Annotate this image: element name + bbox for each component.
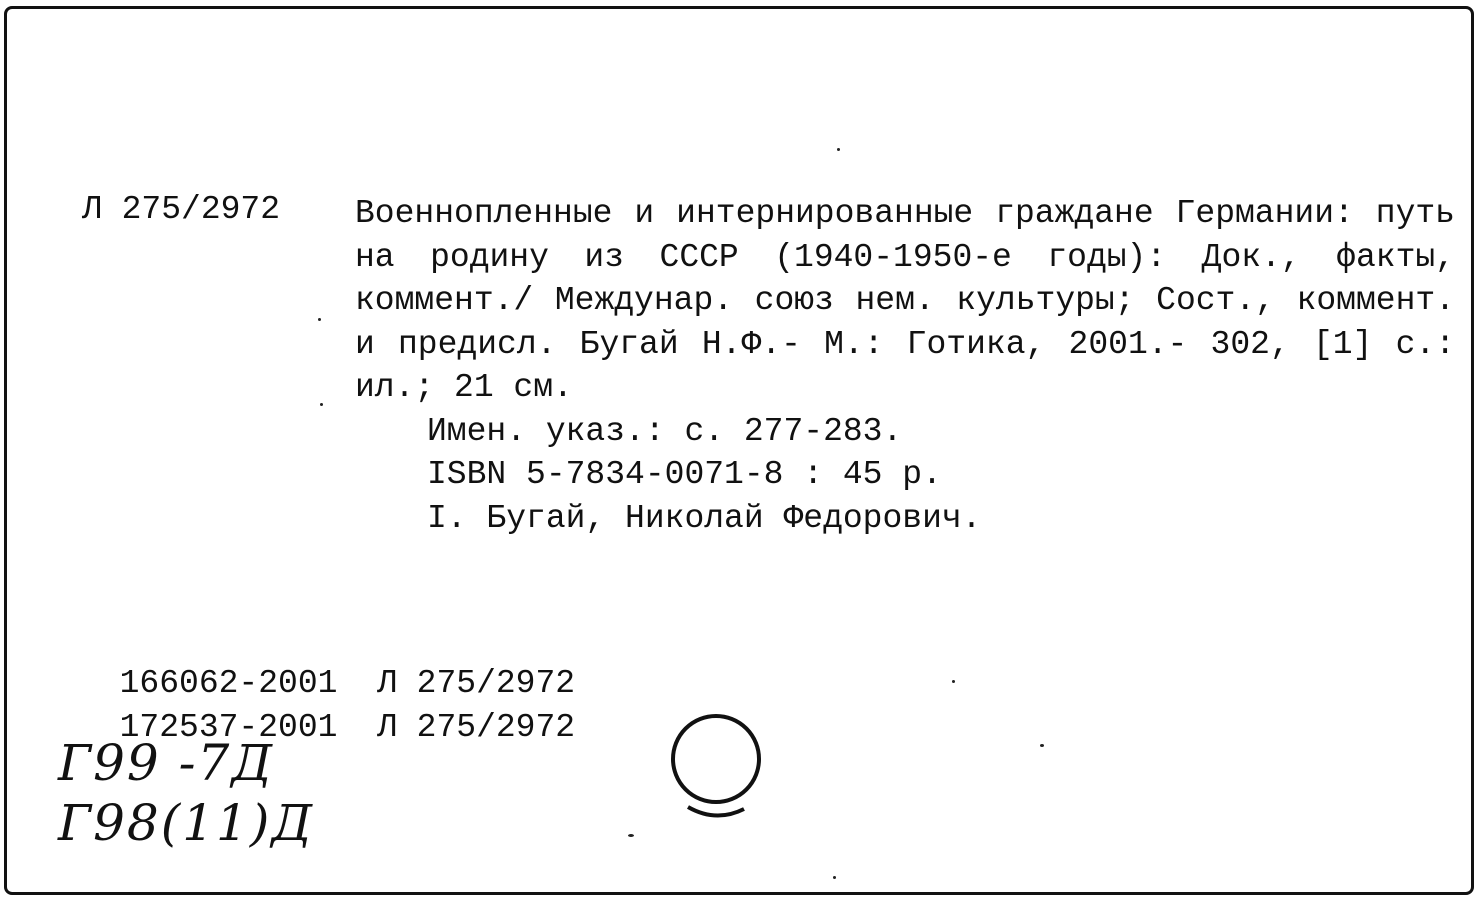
paper-speck	[628, 834, 634, 837]
paper-speck	[837, 148, 840, 151]
paper-speck	[833, 876, 836, 879]
paper-speck	[318, 318, 321, 321]
note-isbn: ISBN 5-7834-0071-8 : 45 р.	[427, 456, 942, 493]
shelfmark: Л 275/2972	[82, 191, 281, 228]
handwritten-note: Г99 -7Д	[58, 734, 274, 792]
inventory-number: 166062-2001	[119, 665, 338, 702]
paper-speck	[1040, 744, 1044, 747]
handwritten-note: Г98(11)Д	[58, 794, 315, 852]
note-author-entry: I. Бугай, Николай Федорович.	[427, 499, 982, 537]
inventory-shelfmark: Л 275/2972	[377, 709, 576, 746]
description-text: Военнопленные и интернированные граждане Германии: путь на родину из СССР (1940-1950-е годы): Док., факты, коммент./ Междунар. союз нем. культуры; Сост., коммент. и предисл. Бугай Н.Ф.- М.: Готика, 2001.- 302, [1] с.: ил.; 21 см.	[355, 195, 1455, 406]
inventory-shelfmark: Л 275/2972	[377, 665, 576, 702]
circle-stamp-icon	[668, 713, 768, 825]
bibliographic-description	[355, 192, 1455, 540]
paper-speck	[952, 680, 955, 683]
note-index: Имен. указ.: с. 277-283.	[427, 412, 903, 450]
inventory-number: 172537-2001	[119, 709, 338, 746]
paper-speck	[320, 403, 323, 406]
